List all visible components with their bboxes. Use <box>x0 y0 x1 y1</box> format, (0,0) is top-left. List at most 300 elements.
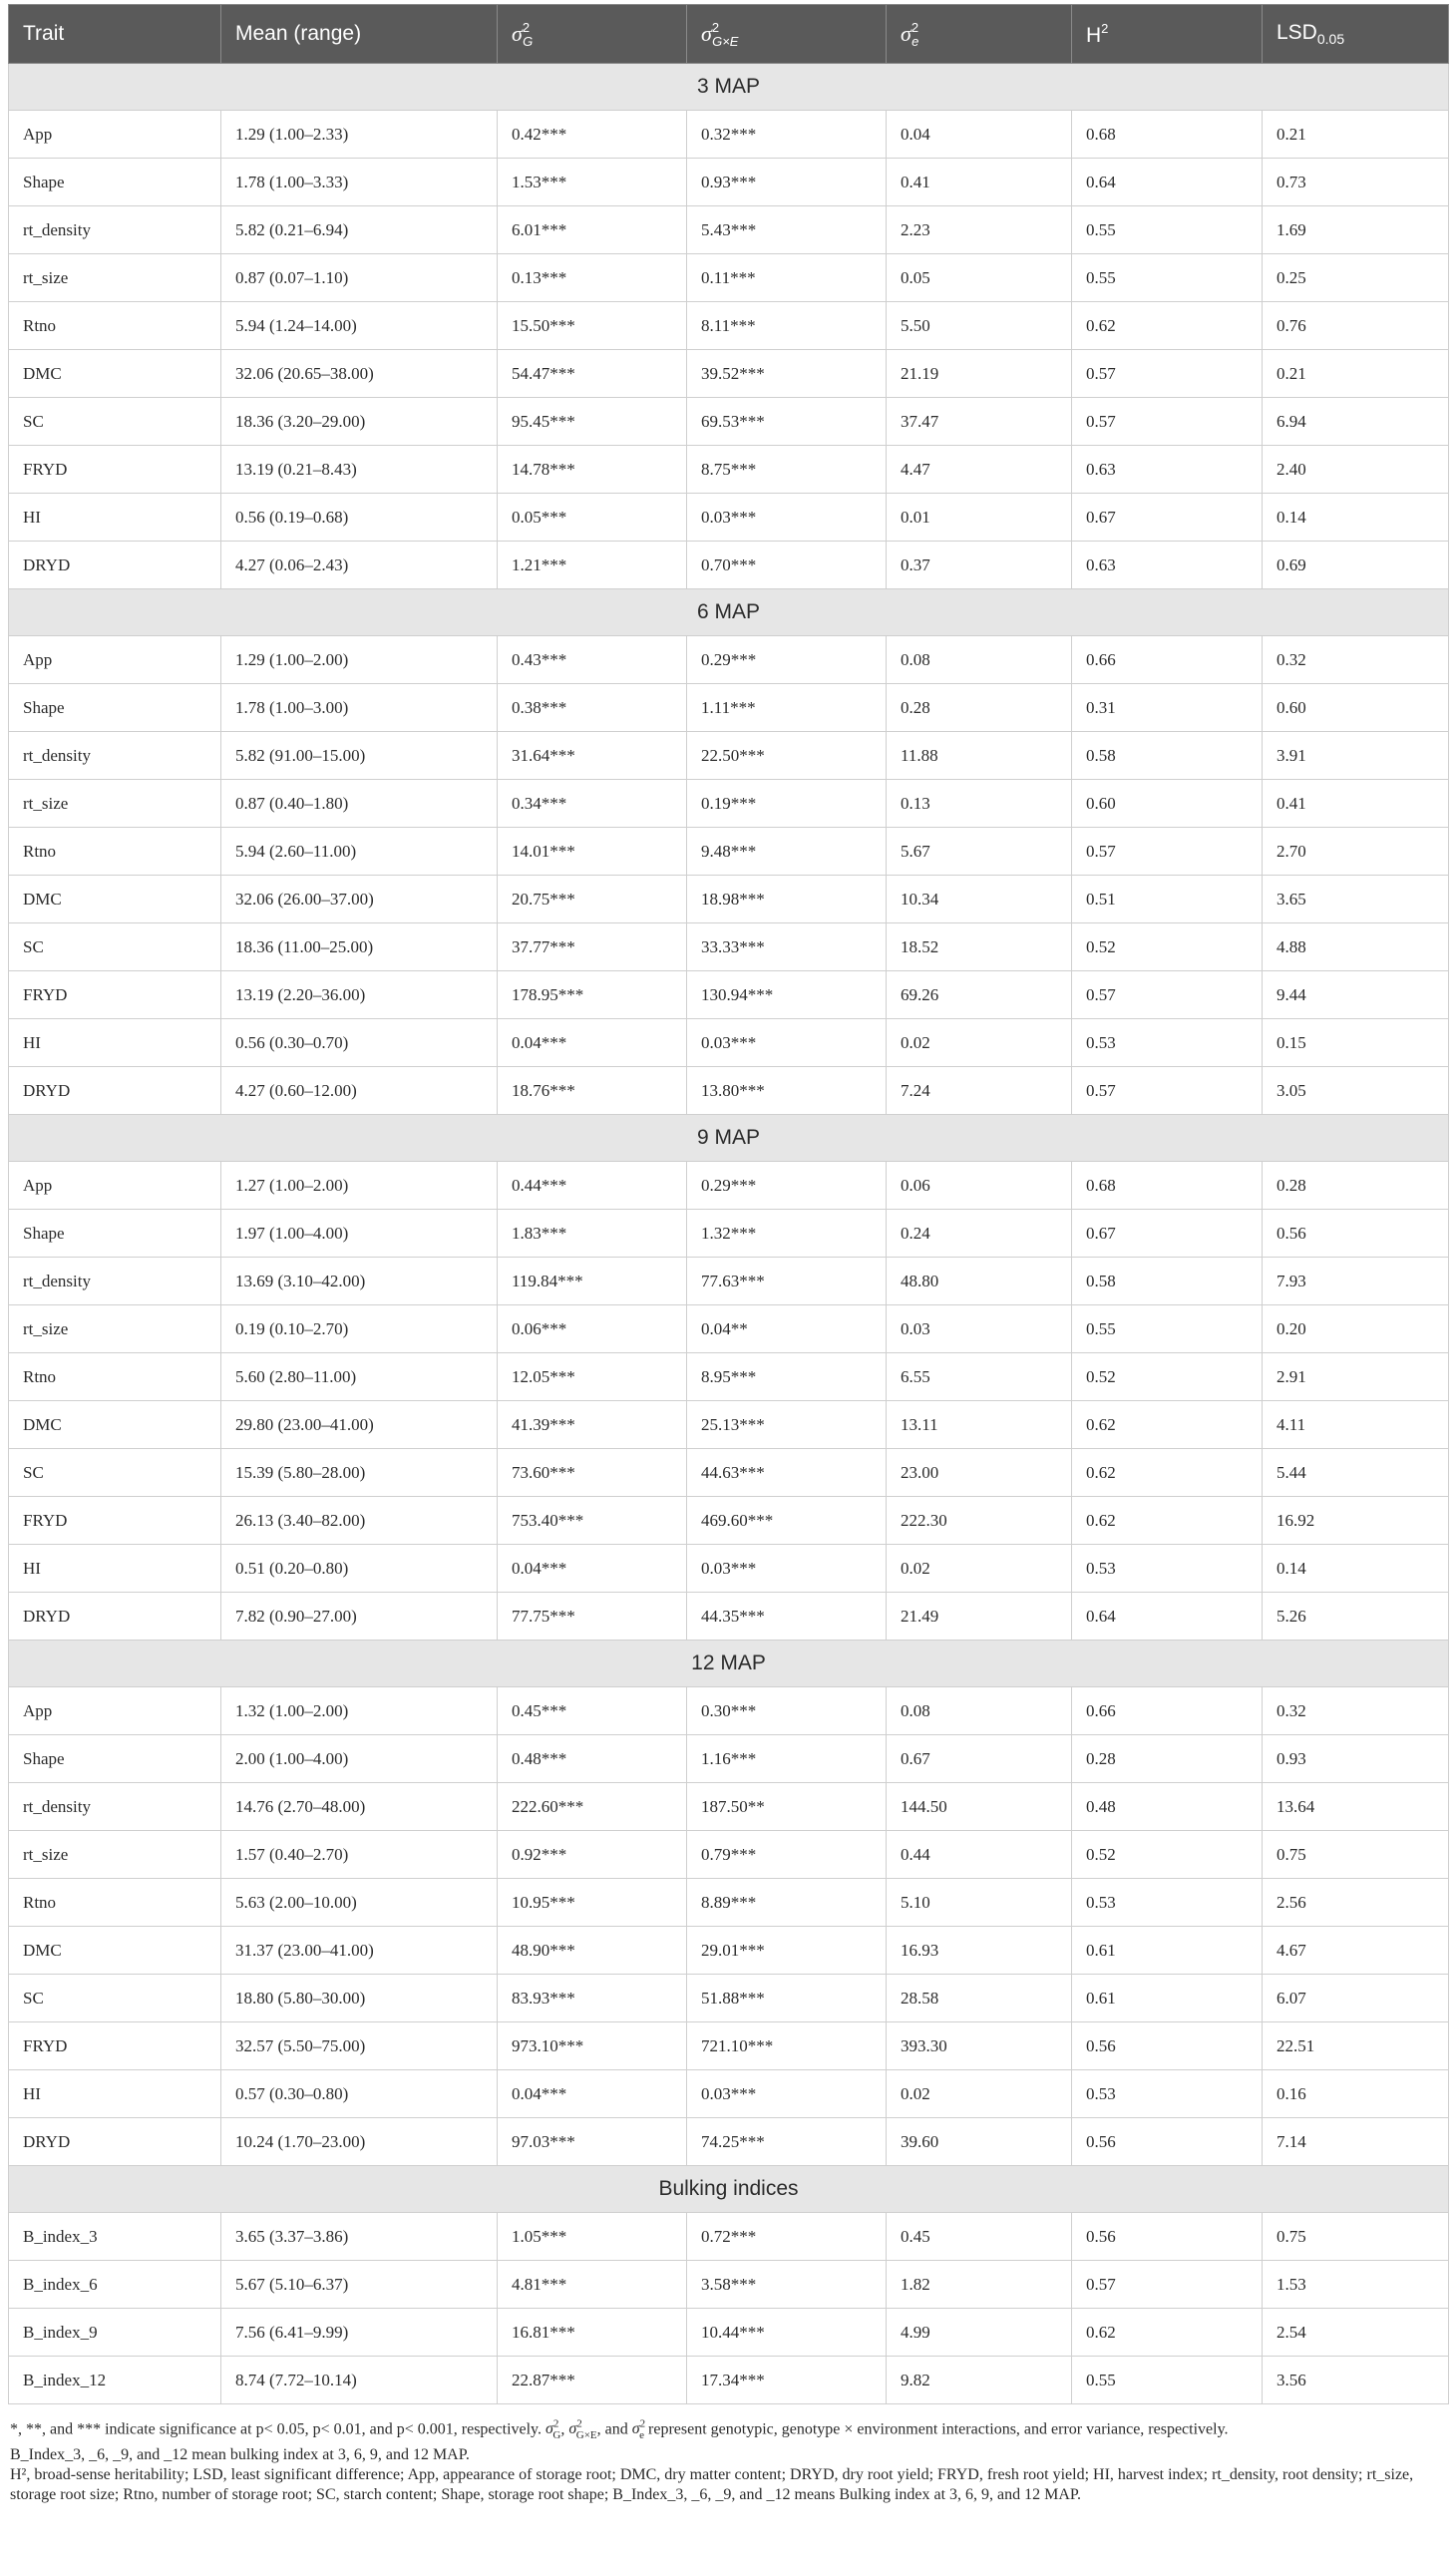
cell-trait: FRYD <box>9 971 221 1019</box>
table-container <box>8 4 1448 2505</box>
cell-mean-range: 4.27 (0.06–2.43) <box>221 542 498 589</box>
cell-sigma-gxe: 3.58*** <box>687 2261 887 2309</box>
cell-sigma-gxe: 8.11*** <box>687 302 887 350</box>
cell-sigma-g: 0.48*** <box>498 1735 687 1783</box>
cell-trait: FRYD <box>9 2022 221 2070</box>
table-body <box>9 64 1449 2404</box>
cell-sigma-e: 2.23 <box>887 206 1072 254</box>
cell-h2: 0.55 <box>1072 2357 1263 2404</box>
footnote-line-2: B_Index_3, _6, _9, and _12 mean bulking index at 3, 6, 9, and 12 MAP. <box>10 2445 470 2463</box>
header-sigma-gxe: $\sigma^2_{G\times E}$ <box>687 5 887 64</box>
table-row <box>9 1401 1449 1449</box>
cell-sigma-e: 48.80 <box>887 1258 1072 1305</box>
cell-lsd: 16.92 <box>1263 1497 1449 1545</box>
cell-mean-range: 4.27 (0.60–12.00) <box>221 1067 498 1115</box>
cell-sigma-g: 0.45*** <box>498 1687 687 1735</box>
cell-h2: 0.53 <box>1072 2070 1263 2118</box>
cell-sigma-e: 0.02 <box>887 1019 1072 1067</box>
cell-mean-range: 7.56 (6.41–9.99) <box>221 2309 498 2357</box>
cell-lsd: 5.26 <box>1263 1593 1449 1641</box>
cell-trait: SC <box>9 923 221 971</box>
cell-sigma-gxe: 8.75*** <box>687 446 887 494</box>
group-header-row <box>9 1115 1449 1162</box>
cell-lsd: 0.15 <box>1263 1019 1449 1067</box>
cell-sigma-g: 15.50*** <box>498 302 687 350</box>
cell-sigma-gxe: 10.44*** <box>687 2309 887 2357</box>
cell-sigma-gxe: 13.80*** <box>687 1067 887 1115</box>
table-footnote <box>8 2414 1448 2505</box>
cell-sigma-g: 0.43*** <box>498 636 687 684</box>
cell-sigma-g: 16.81*** <box>498 2309 687 2357</box>
cell-sigma-gxe: 44.63*** <box>687 1449 887 1497</box>
cell-sigma-g: 48.90*** <box>498 1927 687 1975</box>
cell-trait: DRYD <box>9 1593 221 1641</box>
cell-sigma-e: 0.05 <box>887 254 1072 302</box>
cell-mean-range: 0.57 (0.30–0.80) <box>221 2070 498 2118</box>
table-row <box>9 2022 1449 2070</box>
cell-h2: 0.53 <box>1072 1019 1263 1067</box>
cell-sigma-gxe: 0.72*** <box>687 2213 887 2261</box>
cell-sigma-g: 37.77*** <box>498 923 687 971</box>
header-h2: $H^2$ <box>1072 5 1263 64</box>
cell-sigma-e: 5.10 <box>887 1879 1072 1927</box>
footnote-sigma-gxe: $\sigma^2_{G\times E}$ <box>568 2418 597 2441</box>
table-row <box>9 206 1449 254</box>
cell-trait: rt_density <box>9 1258 221 1305</box>
footnote-sigma-e: $\sigma^2_e$ <box>631 2418 646 2441</box>
cell-sigma-g: 0.42*** <box>498 111 687 159</box>
table-row <box>9 446 1449 494</box>
cell-trait: HI <box>9 1019 221 1067</box>
cell-sigma-e: 393.30 <box>887 2022 1072 2070</box>
cell-sigma-e: 9.82 <box>887 2357 1072 2404</box>
header-sigma-e: $\sigma^2_e$ <box>887 5 1072 64</box>
cell-sigma-e: 0.67 <box>887 1735 1072 1783</box>
cell-trait: DMC <box>9 1927 221 1975</box>
cell-mean-range: 15.39 (5.80–28.00) <box>221 1449 498 1497</box>
cell-mean-range: 18.36 (3.20–29.00) <box>221 398 498 446</box>
cell-sigma-g: 973.10*** <box>498 2022 687 2070</box>
cell-h2: 0.63 <box>1072 446 1263 494</box>
cell-sigma-e: 37.47 <box>887 398 1072 446</box>
cell-mean-range: 1.27 (1.00–2.00) <box>221 1162 498 1210</box>
cell-sigma-e: 0.37 <box>887 542 1072 589</box>
cell-mean-range: 32.06 (26.00–37.00) <box>221 876 498 923</box>
cell-trait: B_index_3 <box>9 2213 221 2261</box>
cell-sigma-e: 4.99 <box>887 2309 1072 2357</box>
cell-sigma-g: 73.60*** <box>498 1449 687 1497</box>
cell-h2: 0.52 <box>1072 923 1263 971</box>
cell-mean-range: 5.82 (91.00–15.00) <box>221 732 498 780</box>
cell-h2: 0.53 <box>1072 1879 1263 1927</box>
table-row <box>9 1593 1449 1641</box>
cell-trait: Shape <box>9 159 221 206</box>
cell-lsd: 2.91 <box>1263 1353 1449 1401</box>
cell-sigma-g: 18.76*** <box>498 1067 687 1115</box>
cell-trait: Rtno <box>9 1879 221 1927</box>
cell-trait: App <box>9 111 221 159</box>
cell-h2: 0.52 <box>1072 1353 1263 1401</box>
cell-sigma-g: 1.53*** <box>498 159 687 206</box>
table-row <box>9 1783 1449 1831</box>
cell-sigma-gxe: 0.32*** <box>687 111 887 159</box>
group-title: 9 MAP <box>9 1115 1449 1162</box>
cell-sigma-gxe: 39.52*** <box>687 350 887 398</box>
cell-sigma-e: 28.58 <box>887 1975 1072 2022</box>
cell-mean-range: 1.29 (1.00–2.00) <box>221 636 498 684</box>
cell-h2: 0.62 <box>1072 1401 1263 1449</box>
cell-h2: 0.55 <box>1072 206 1263 254</box>
header-lsd: $LSD_{0.05}$ <box>1263 5 1449 64</box>
cell-h2: 0.66 <box>1072 1687 1263 1735</box>
table-row <box>9 923 1449 971</box>
cell-lsd: 2.56 <box>1263 1879 1449 1927</box>
cell-sigma-e: 39.60 <box>887 2118 1072 2166</box>
cell-sigma-gxe: 187.50** <box>687 1783 887 1831</box>
cell-sigma-g: 97.03*** <box>498 2118 687 2166</box>
cell-trait: Rtno <box>9 1353 221 1401</box>
cell-trait: App <box>9 1162 221 1210</box>
cell-mean-range: 1.78 (1.00–3.33) <box>221 159 498 206</box>
cell-sigma-g: 20.75*** <box>498 876 687 923</box>
cell-lsd: 0.93 <box>1263 1735 1449 1783</box>
table-row <box>9 780 1449 828</box>
cell-sigma-g: 6.01*** <box>498 206 687 254</box>
cell-sigma-e: 5.67 <box>887 828 1072 876</box>
cell-mean-range: 14.76 (2.70–48.00) <box>221 1783 498 1831</box>
cell-mean-range: 1.32 (1.00–2.00) <box>221 1687 498 1735</box>
table-row <box>9 1831 1449 1879</box>
cell-mean-range: 32.06 (20.65–38.00) <box>221 350 498 398</box>
cell-sigma-g: 0.34*** <box>498 780 687 828</box>
cell-lsd: 0.60 <box>1263 684 1449 732</box>
cell-lsd: 4.11 <box>1263 1401 1449 1449</box>
cell-h2: 0.61 <box>1072 1975 1263 2022</box>
cell-h2: 0.57 <box>1072 971 1263 1019</box>
table-row <box>9 1975 1449 2022</box>
cell-sigma-g: 1.05*** <box>498 2213 687 2261</box>
cell-lsd: 13.64 <box>1263 1783 1449 1831</box>
cell-trait: App <box>9 636 221 684</box>
table-row <box>9 542 1449 589</box>
cell-mean-range: 1.78 (1.00–3.00) <box>221 684 498 732</box>
cell-sigma-gxe: 0.29*** <box>687 636 887 684</box>
cell-sigma-e: 0.41 <box>887 159 1072 206</box>
variance-components-table <box>8 4 1449 2404</box>
cell-sigma-g: 12.05*** <box>498 1353 687 1401</box>
cell-sigma-g: 1.21*** <box>498 542 687 589</box>
cell-h2: 0.51 <box>1072 876 1263 923</box>
table-row <box>9 684 1449 732</box>
cell-lsd: 0.21 <box>1263 111 1449 159</box>
cell-sigma-e: 0.44 <box>887 1831 1072 1879</box>
cell-h2: 0.68 <box>1072 111 1263 159</box>
cell-h2: 0.56 <box>1072 2213 1263 2261</box>
cell-sigma-gxe: 0.29*** <box>687 1162 887 1210</box>
cell-lsd: 0.16 <box>1263 2070 1449 2118</box>
cell-trait: App <box>9 1687 221 1735</box>
cell-mean-range: 13.69 (3.10–42.00) <box>221 1258 498 1305</box>
cell-sigma-e: 0.03 <box>887 1305 1072 1353</box>
cell-sigma-g: 14.78*** <box>498 446 687 494</box>
group-header-row <box>9 589 1449 636</box>
cell-sigma-gxe: 5.43*** <box>687 206 887 254</box>
table-row <box>9 1258 1449 1305</box>
table-row <box>9 350 1449 398</box>
cell-mean-range: 18.80 (5.80–30.00) <box>221 1975 498 2022</box>
cell-sigma-gxe: 0.03*** <box>687 2070 887 2118</box>
cell-mean-range: 7.82 (0.90–27.00) <box>221 1593 498 1641</box>
cell-lsd: 0.21 <box>1263 350 1449 398</box>
cell-h2: 0.62 <box>1072 1449 1263 1497</box>
table-row <box>9 1687 1449 1735</box>
cell-trait: HI <box>9 2070 221 2118</box>
cell-lsd: 0.76 <box>1263 302 1449 350</box>
cell-sigma-gxe: 25.13*** <box>687 1401 887 1449</box>
cell-sigma-e: 69.26 <box>887 971 1072 1019</box>
group-title: 3 MAP <box>9 64 1449 111</box>
table-row <box>9 302 1449 350</box>
table-row <box>9 876 1449 923</box>
cell-lsd: 4.88 <box>1263 923 1449 971</box>
cell-sigma-e: 13.11 <box>887 1401 1072 1449</box>
cell-sigma-g: 0.38*** <box>498 684 687 732</box>
cell-sigma-g: 41.39*** <box>498 1401 687 1449</box>
cell-sigma-e: 0.06 <box>887 1162 1072 1210</box>
cell-mean-range: 31.37 (23.00–41.00) <box>221 1927 498 1975</box>
cell-h2: 0.66 <box>1072 636 1263 684</box>
cell-mean-range: 32.57 (5.50–75.00) <box>221 2022 498 2070</box>
cell-trait: FRYD <box>9 446 221 494</box>
cell-mean-range: 13.19 (2.20–36.00) <box>221 971 498 1019</box>
cell-sigma-gxe: 1.11*** <box>687 684 887 732</box>
cell-sigma-g: 10.95*** <box>498 1879 687 1927</box>
cell-sigma-gxe: 0.03*** <box>687 1019 887 1067</box>
table-row <box>9 1879 1449 1927</box>
cell-mean-range: 0.87 (0.40–1.80) <box>221 780 498 828</box>
cell-sigma-g: 753.40*** <box>498 1497 687 1545</box>
cell-sigma-g: 0.44*** <box>498 1162 687 1210</box>
cell-sigma-gxe: 0.04** <box>687 1305 887 1353</box>
cell-trait: rt_density <box>9 732 221 780</box>
cell-lsd: 2.54 <box>1263 2309 1449 2357</box>
cell-sigma-e: 0.45 <box>887 2213 1072 2261</box>
table-row <box>9 1067 1449 1115</box>
table-row <box>9 1927 1449 1975</box>
cell-sigma-e: 21.19 <box>887 350 1072 398</box>
cell-mean-range: 29.80 (23.00–41.00) <box>221 1401 498 1449</box>
cell-sigma-g: 119.84*** <box>498 1258 687 1305</box>
cell-lsd: 9.44 <box>1263 971 1449 1019</box>
cell-h2: 0.61 <box>1072 1927 1263 1975</box>
cell-sigma-g: 14.01*** <box>498 828 687 876</box>
cell-trait: DMC <box>9 876 221 923</box>
cell-mean-range: 0.56 (0.30–0.70) <box>221 1019 498 1067</box>
cell-h2: 0.67 <box>1072 494 1263 542</box>
cell-lsd: 0.56 <box>1263 1210 1449 1258</box>
header-sigma-g: $\sigma^2_G$ <box>498 5 687 64</box>
cell-sigma-e: 222.30 <box>887 1497 1072 1545</box>
table-row <box>9 111 1449 159</box>
cell-lsd: 5.44 <box>1263 1449 1449 1497</box>
cell-trait: FRYD <box>9 1497 221 1545</box>
group-header-row <box>9 64 1449 111</box>
cell-sigma-e: 6.55 <box>887 1353 1072 1401</box>
cell-lsd: 0.14 <box>1263 494 1449 542</box>
cell-sigma-g: 0.13*** <box>498 254 687 302</box>
group-header-row <box>9 1641 1449 1687</box>
cell-sigma-g: 178.95*** <box>498 971 687 1019</box>
cell-lsd: 7.93 <box>1263 1258 1449 1305</box>
cell-h2: 0.31 <box>1072 684 1263 732</box>
table-row <box>9 2261 1449 2309</box>
cell-mean-range: 5.94 (1.24–14.00) <box>221 302 498 350</box>
cell-lsd: 0.32 <box>1263 636 1449 684</box>
table-row <box>9 971 1449 1019</box>
cell-trait: SC <box>9 1975 221 2022</box>
cell-sigma-e: 0.08 <box>887 1687 1072 1735</box>
cell-lsd: 0.14 <box>1263 1545 1449 1593</box>
table-row <box>9 828 1449 876</box>
table-row <box>9 159 1449 206</box>
cell-trait: DRYD <box>9 1067 221 1115</box>
cell-sigma-e: 0.13 <box>887 780 1072 828</box>
cell-sigma-e: 4.47 <box>887 446 1072 494</box>
cell-lsd: 6.94 <box>1263 398 1449 446</box>
cell-lsd: 0.32 <box>1263 1687 1449 1735</box>
cell-trait: B_index_9 <box>9 2309 221 2357</box>
cell-mean-range: 1.29 (1.00–2.33) <box>221 111 498 159</box>
cell-sigma-e: 18.52 <box>887 923 1072 971</box>
cell-lsd: 3.65 <box>1263 876 1449 923</box>
cell-h2: 0.55 <box>1072 254 1263 302</box>
cell-lsd: 7.14 <box>1263 2118 1449 2166</box>
cell-h2: 0.63 <box>1072 542 1263 589</box>
footnote-line-1: *, **, and *** indicate significance at p< 0.05, p< 0.01, and p< 0.001, respectively. $\sigma^2_G$, $\sigma^2_{G\times E}$, and $\sigma^2_e$ represent genotypic, genotype × environment interactions, and error variance, respectively. <box>10 2418 1229 2441</box>
cell-mean-range: 5.63 (2.00–10.00) <box>221 1879 498 1927</box>
cell-h2: 0.56 <box>1072 2118 1263 2166</box>
cell-sigma-gxe: 0.03*** <box>687 494 887 542</box>
cell-lsd: 4.67 <box>1263 1927 1449 1975</box>
cell-trait: B_index_6 <box>9 2261 221 2309</box>
cell-h2: 0.57 <box>1072 828 1263 876</box>
cell-sigma-e: 1.82 <box>887 2261 1072 2309</box>
cell-lsd: 0.73 <box>1263 159 1449 206</box>
table-row <box>9 254 1449 302</box>
table-row <box>9 2118 1449 2166</box>
cell-mean-range: 13.19 (0.21–8.43) <box>221 446 498 494</box>
cell-trait: rt_density <box>9 206 221 254</box>
cell-sigma-gxe: 469.60*** <box>687 1497 887 1545</box>
cell-sigma-gxe: 0.03*** <box>687 1545 887 1593</box>
cell-trait: rt_size <box>9 254 221 302</box>
cell-mean-range: 8.74 (7.72–10.14) <box>221 2357 498 2404</box>
cell-trait: rt_size <box>9 1831 221 1879</box>
table-row <box>9 2357 1449 2404</box>
cell-sigma-g: 0.05*** <box>498 494 687 542</box>
table-row <box>9 1497 1449 1545</box>
cell-h2: 0.58 <box>1072 1258 1263 1305</box>
cell-sigma-gxe: 33.33*** <box>687 923 887 971</box>
cell-sigma-e: 21.49 <box>887 1593 1072 1641</box>
cell-sigma-gxe: 18.98*** <box>687 876 887 923</box>
header-trait: Trait <box>9 5 221 64</box>
cell-sigma-e: 23.00 <box>887 1449 1072 1497</box>
cell-sigma-gxe: 0.19*** <box>687 780 887 828</box>
table-row <box>9 732 1449 780</box>
cell-mean-range: 0.51 (0.20–0.80) <box>221 1545 498 1593</box>
cell-lsd: 6.07 <box>1263 1975 1449 2022</box>
cell-trait: HI <box>9 1545 221 1593</box>
cell-mean-range: 5.67 (5.10–6.37) <box>221 2261 498 2309</box>
cell-sigma-gxe: 44.35*** <box>687 1593 887 1641</box>
cell-h2: 0.60 <box>1072 780 1263 828</box>
cell-sigma-g: 95.45*** <box>498 398 687 446</box>
cell-sigma-gxe: 0.30*** <box>687 1687 887 1735</box>
cell-mean-range: 10.24 (1.70–23.00) <box>221 2118 498 2166</box>
cell-sigma-e: 7.24 <box>887 1067 1072 1115</box>
cell-trait: B_index_12 <box>9 2357 221 2404</box>
cell-h2: 0.67 <box>1072 1210 1263 1258</box>
cell-lsd: 0.25 <box>1263 254 1449 302</box>
cell-trait: DRYD <box>9 542 221 589</box>
cell-lsd: 3.91 <box>1263 732 1449 780</box>
cell-sigma-e: 0.02 <box>887 1545 1072 1593</box>
cell-mean-range: 1.97 (1.00–4.00) <box>221 1210 498 1258</box>
cell-h2: 0.62 <box>1072 302 1263 350</box>
cell-lsd: 1.53 <box>1263 2261 1449 2309</box>
cell-sigma-e: 11.88 <box>887 732 1072 780</box>
cell-sigma-gxe: 0.93*** <box>687 159 887 206</box>
cell-h2: 0.64 <box>1072 1593 1263 1641</box>
cell-h2: 0.57 <box>1072 2261 1263 2309</box>
table-row <box>9 1019 1449 1067</box>
cell-sigma-gxe: 17.34*** <box>687 2357 887 2404</box>
cell-lsd: 22.51 <box>1263 2022 1449 2070</box>
cell-mean-range: 5.82 (0.21–6.94) <box>221 206 498 254</box>
cell-mean-range: 0.19 (0.10–2.70) <box>221 1305 498 1353</box>
cell-h2: 0.64 <box>1072 159 1263 206</box>
cell-mean-range: 26.13 (3.40–82.00) <box>221 1497 498 1545</box>
group-title: 6 MAP <box>9 589 1449 636</box>
table-row <box>9 398 1449 446</box>
table-row <box>9 636 1449 684</box>
cell-lsd: 0.69 <box>1263 542 1449 589</box>
cell-sigma-g: 1.83*** <box>498 1210 687 1258</box>
cell-sigma-g: 83.93*** <box>498 1975 687 2022</box>
cell-h2: 0.48 <box>1072 1783 1263 1831</box>
cell-lsd: 3.56 <box>1263 2357 1449 2404</box>
cell-lsd: 0.75 <box>1263 1831 1449 1879</box>
cell-trait: Rtno <box>9 302 221 350</box>
cell-h2: 0.57 <box>1072 398 1263 446</box>
cell-sigma-gxe: 74.25*** <box>687 2118 887 2166</box>
cell-trait: DMC <box>9 1401 221 1449</box>
cell-lsd: 0.20 <box>1263 1305 1449 1353</box>
cell-sigma-g: 77.75*** <box>498 1593 687 1641</box>
table-row <box>9 1353 1449 1401</box>
cell-mean-range: 5.94 (2.60–11.00) <box>221 828 498 876</box>
cell-trait: SC <box>9 398 221 446</box>
cell-sigma-g: 4.81*** <box>498 2261 687 2309</box>
cell-mean-range: 5.60 (2.80–11.00) <box>221 1353 498 1401</box>
footnote-line-3: H², broad-sense heritability; LSD, least significant difference; App, appearance of storage root; DMC, dry matter content; DRYD, dry root yield; FRYD, fresh root yield; HI, harvest index; rt_density, root density; rt_size, storage root size; Rtno, number of storage root; SC, starch content; Shape, storage root shape; B_Index_3, _6, _9, and _12 means Bulking index at 3, 6, 9, and 12 MAP. <box>10 2465 1414 2503</box>
header-mean-range: Mean (range) <box>221 5 498 64</box>
cell-sigma-gxe: 8.95*** <box>687 1353 887 1401</box>
cell-lsd: 3.05 <box>1263 1067 1449 1115</box>
cell-trait: HI <box>9 494 221 542</box>
cell-sigma-gxe: 9.48*** <box>687 828 887 876</box>
